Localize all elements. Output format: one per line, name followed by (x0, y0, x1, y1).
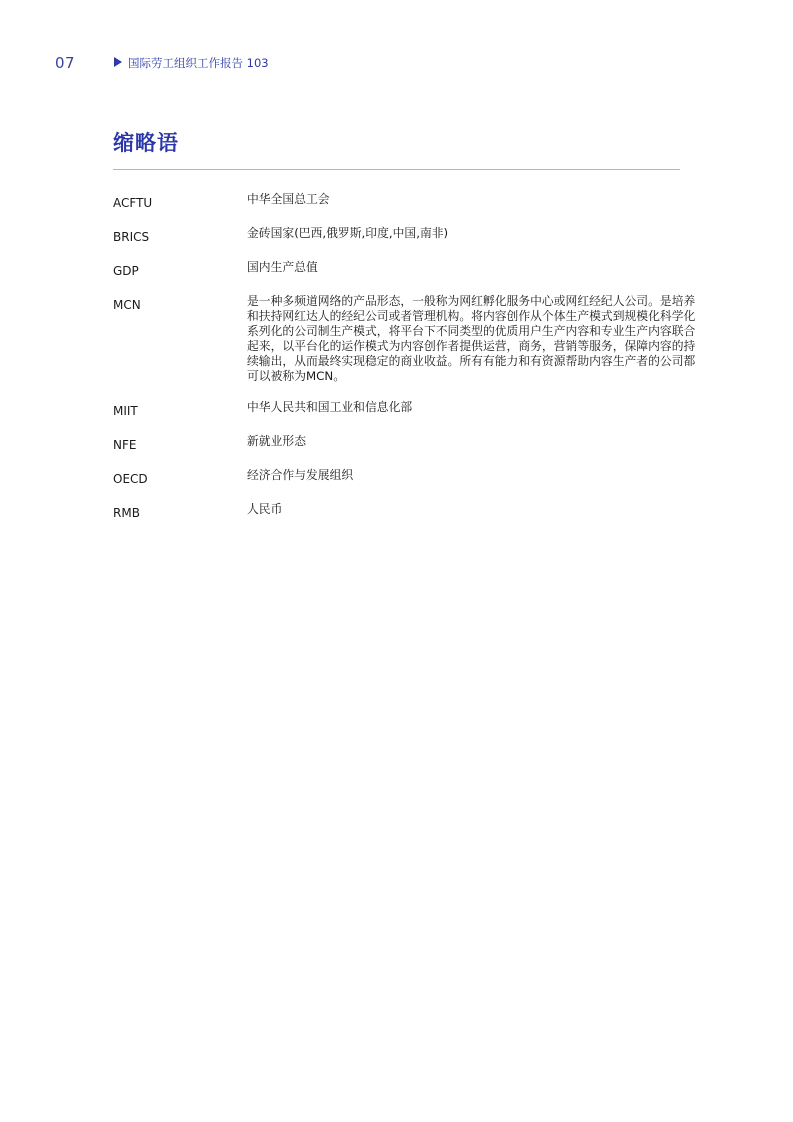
triangle-bullet-icon (114, 57, 122, 67)
abbreviation-term: MIIT (113, 404, 138, 418)
page-header (0, 54, 793, 74)
section-title: 缩略语 (113, 131, 179, 155)
abbreviation-term: RMB (113, 506, 140, 520)
abbreviation-row (113, 468, 703, 486)
abbreviation-term: GDP (113, 264, 139, 278)
abbreviation-definition: 金砖国家(巴西,俄罗斯,印度,中国,南非) (247, 226, 449, 240)
abbreviation-definition: 中华人民共和国工业和信息化部 (247, 400, 413, 414)
abbreviation-definition: 人民币 (247, 502, 283, 516)
section-divider (113, 169, 680, 170)
abbreviation-row (113, 434, 703, 452)
abbreviation-definition: 是一种多频道网络的产品形态，一般称为网红孵化服务中心或网红经纪人公司。是培养和扶持网红达人的经纪公司或者管理机构。将内容创作从个体生产模式到规模化科学化系列化的公司制生产模式，将平台下不同类型的优质用户生产内容和专业生产内容联合起来，以平台化的运作模式为内容创作者提供运营，商务，营销等服务，保障内容的持续输出，从而最终实现稳定的商业收益。所有有能力和有资源帮助内容生产者的公司都可以被称为MCN。 (247, 294, 696, 383)
report-title: 国际劳工组织工作报告 103 (128, 56, 269, 70)
abbreviation-term: BRICS (113, 230, 150, 244)
abbreviation-row (113, 400, 703, 418)
abbreviation-row (113, 192, 703, 210)
page-number: 07 (55, 54, 76, 72)
abbreviation-row (113, 260, 703, 278)
abbreviation-term: ACFTU (113, 196, 153, 210)
abbreviation-term: NFE (113, 438, 137, 452)
abbreviation-list (113, 192, 703, 536)
abbreviation-definition: 新就业形态 (247, 434, 306, 448)
abbreviation-row (113, 502, 703, 520)
abbreviation-definition: 国内生产总值 (247, 260, 318, 274)
abbreviation-definition: 经济合作与发展组织 (247, 468, 354, 482)
abbreviation-row (113, 226, 703, 244)
abbreviation-definition: 中华全国总工会 (247, 192, 330, 206)
abbreviation-row (113, 294, 703, 384)
abbreviation-term: OECD (113, 472, 148, 486)
abbreviation-term: MCN (113, 298, 141, 312)
